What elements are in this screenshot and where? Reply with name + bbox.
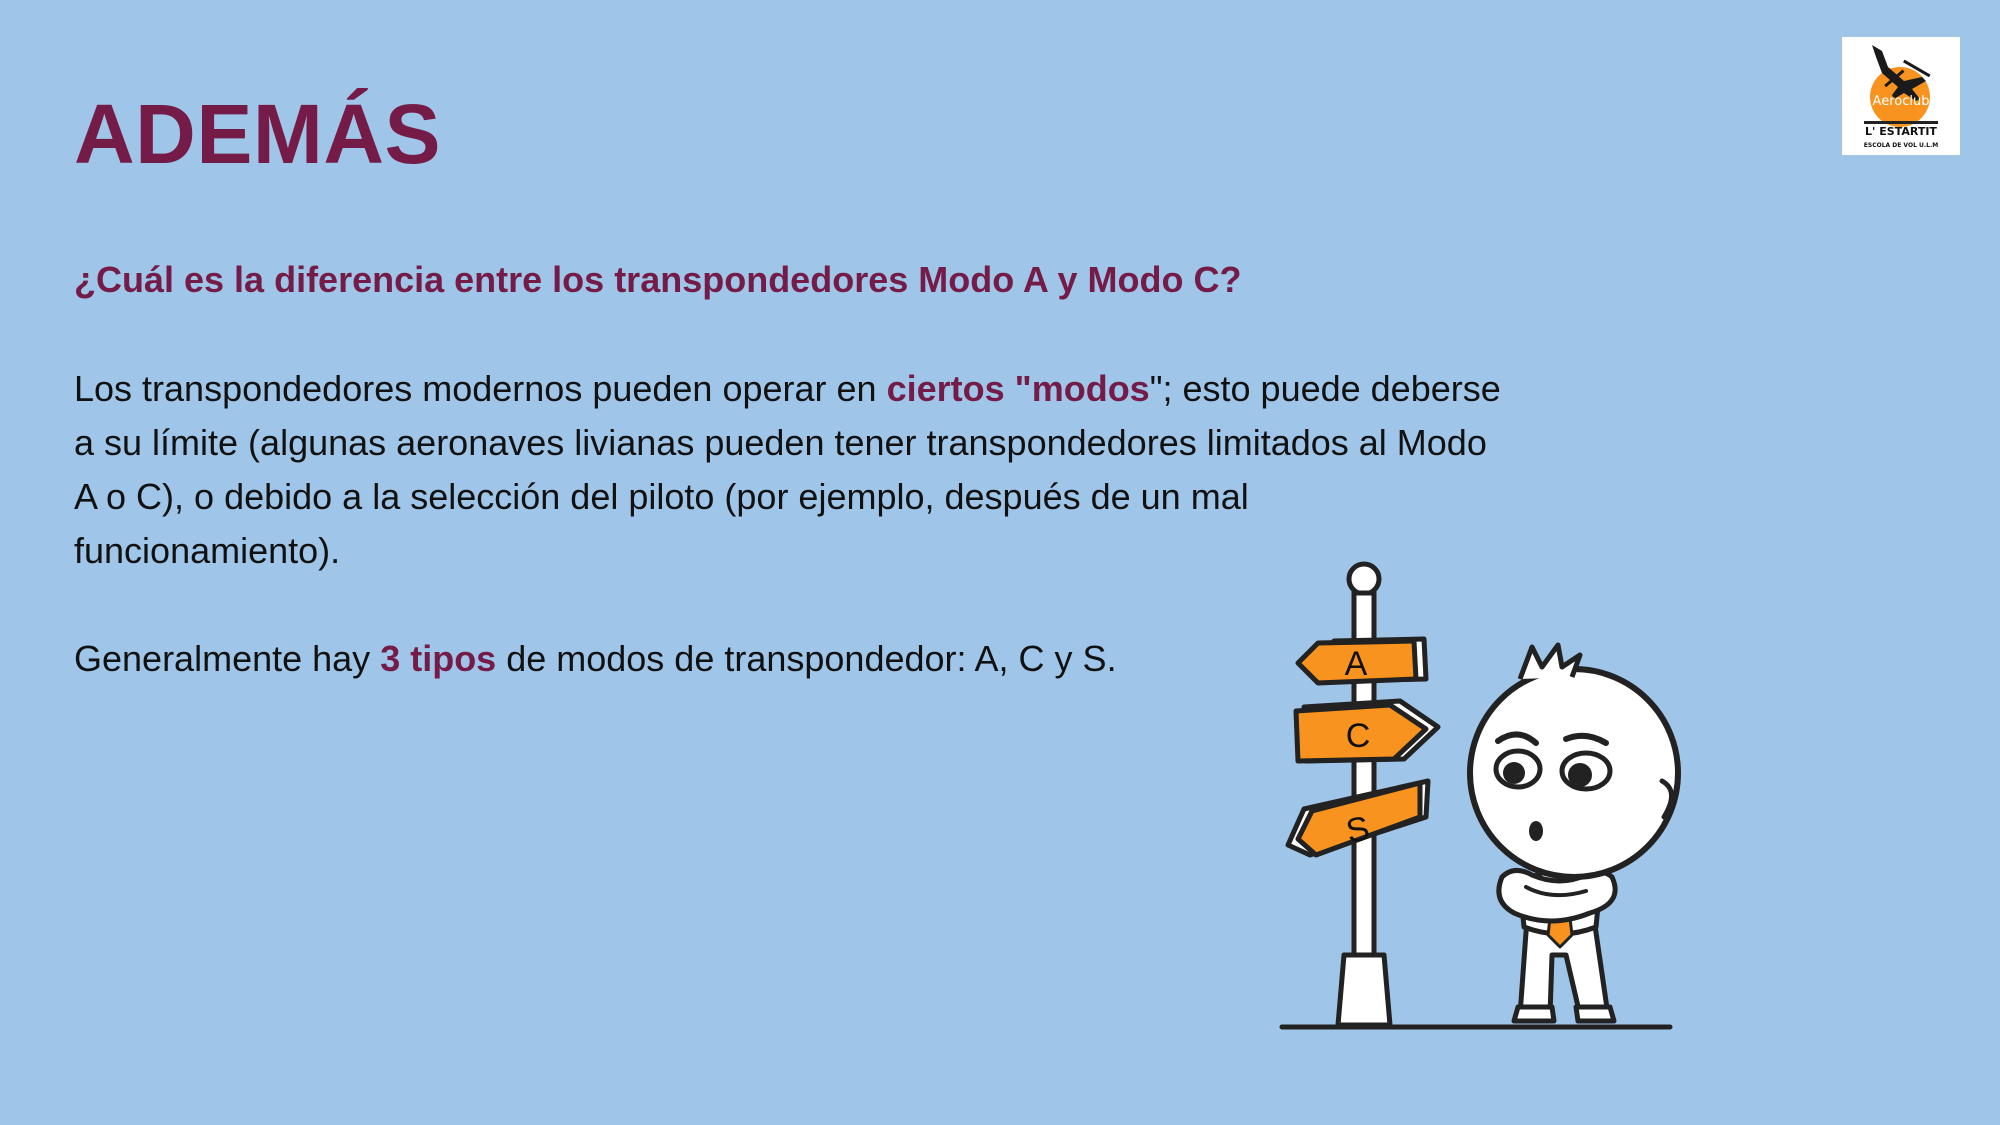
paragraph-types-start: Generalmente hay xyxy=(74,638,381,679)
logo-aeroclub-text: Aeroclub xyxy=(1872,94,1930,109)
highlight-3-tipos: 3 tipos xyxy=(380,638,497,679)
thinking-character xyxy=(1470,645,1678,1021)
paragraph-modes xyxy=(74,362,1514,578)
paragraph-types-end: de modos de transpondedor: A, C y S. xyxy=(496,638,1117,679)
paragraph-modes-start: Los transpondedores modernos pueden operar en xyxy=(74,368,887,409)
logo-estartit-text: L' ESTARTIT xyxy=(1865,125,1937,138)
sign-a-label: A xyxy=(1344,645,1368,683)
slide-title: ADEMÁS xyxy=(74,87,442,181)
question-heading: ¿Cuál es la diferencia entre los transpondedores Modo A y Modo C? xyxy=(74,259,1242,300)
sign-a xyxy=(1298,639,1426,683)
sign-s-label: S xyxy=(1342,809,1373,851)
paragraph-modes-end: "; esto puede deberse a su límite (algunas aeronaves livianas pueden tener transpondedores limitados al Modo A o C), o debido a la selección del piloto (por ejemplo, después de un mal funcionamiento). xyxy=(74,368,1501,571)
highlight-ciertos-modos: ciertos "modos xyxy=(886,368,1150,409)
sign-c xyxy=(1296,701,1438,761)
signpost-illustration xyxy=(1270,555,1690,1035)
logo-escola-text: ESCOLA DE VOL U.L.M xyxy=(1863,142,1939,149)
aeroclub-logo xyxy=(1842,37,1960,155)
sign-c-label: C xyxy=(1345,717,1371,755)
